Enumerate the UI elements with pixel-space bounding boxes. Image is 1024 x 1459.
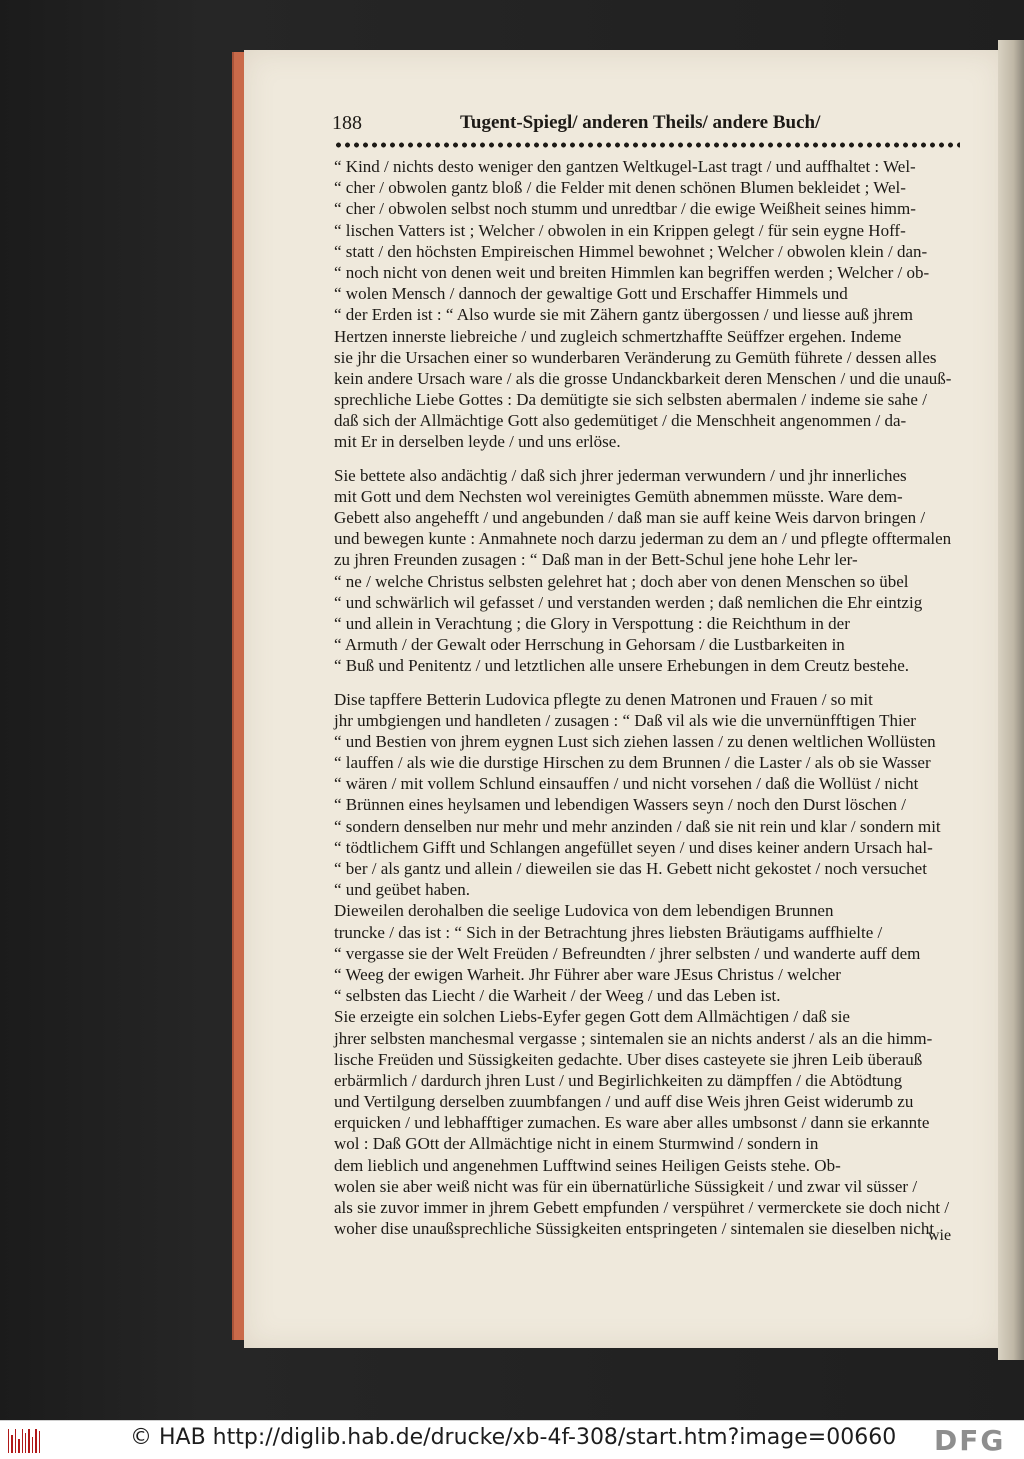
text-line: “ cher / obwolen selbst noch stumm und unredtbar / die ewige Weißheit seines himm- [334, 199, 916, 219]
text-line: und bewegen kunte : Anmahnete noch darzu jederman zu dem an / und pflegte offtermalen [334, 529, 952, 549]
text-line: jhr umbgiengen und handleten / zusagen : “ Daß vil als wie die unvernünfftigen Thier [334, 710, 916, 730]
text-line: erbärmlich / dardurch jhren Lust / und Begirlichkeiten zu dämpffen / die Abtödtung [334, 1070, 903, 1090]
text-line: wol : Daß GOtt der Allmächtige nicht in einem Sturmwind / sondern in [334, 1134, 819, 1154]
text-line: “ und schwärlich wil gefasset / und verstanden werden ; daß nemlichen die Ehr eintzig [334, 592, 923, 612]
page-header [332, 112, 962, 138]
text-line: woher dise unaußsprechliche Süssigkeiten entspringeten / sintemalen sie dieselben nicht [334, 1219, 935, 1239]
text-line: Gebett also angehefft / und angebunden / daß man sie auff keine Weis darvon bringen / [334, 508, 926, 527]
text-line: Hertzen innerste liebreiche / und zugleich schmertzhaffte Seüffzer ergehen. Indeme [334, 326, 902, 346]
facing-page-edge [998, 40, 1024, 1360]
text-line: als sie zuvor immer in jhrem Gebett empfunden / verspühret / vermerckete sie doch nicht / [334, 1198, 950, 1217]
running-title: Tugent-Spiegl/ anderen Theils/ andere Buch/ [460, 112, 821, 133]
text-line: zu jhren Freunden zusagen : “ Daß man in der Bett-Schul jene hohe Lehr ler- [334, 550, 858, 570]
text-line: dem lieblich und angenehmen Lufftwind seines Heiligen Geists stehe. Ob- [334, 1155, 841, 1175]
body-text [334, 156, 960, 1239]
text-line: “ ne / welche Christus selbsten gelehret hat ; doch aber von denen Menschen so übel [334, 571, 909, 591]
text-line: Sie erzeigte ein solchen Liebs-Eyfer gegen Gott dem Allmächtigen / daß sie [334, 1007, 850, 1027]
text-line: “ Armuth / der Gewalt oder Herrschung in Gehorsam / die Lustbarkeiten in [334, 635, 845, 655]
text-line: wolen sie aber weiß nicht was für ein übernatürliche Süssigkeit / und zwar vil süsser / [334, 1176, 918, 1196]
text-line: Dise tapffere Betterin Ludovica pflegte zu denen Matronen und Frauen / so mit [334, 689, 873, 709]
text-line: “ selbsten das Liecht / die Warheit / der Weeg / und das Leben ist. [334, 986, 781, 1006]
text-line: “ cher / obwolen gantz bloß / die Felder mit denen schönen Blumen bekleidet ; Wel- [334, 178, 906, 198]
text-line: “ Weeg der ewigen Warheit. Jhr Führer aber ware JEsus Christus / welcher [334, 964, 841, 984]
text-line: jhrer selbsten manchesmal vergasse ; sintemalen sie an nichts anderst / als an die himm- [334, 1028, 933, 1048]
copyright-url-link[interactable]: © HAB http://diglib.hab.de/drucke/xb-4f-308/start.htm?image=00660 [130, 1425, 897, 1450]
text-line: “ Brünnen eines heylsamen und lebendigen Wassers seyn / noch den Durst löschen / [334, 795, 906, 815]
text-line: “ Buß und Penitentz / und letztlichen alle unsere Erhebungen in dem Creutz bestehe. [334, 656, 909, 676]
hab-barcode-icon [8, 1429, 40, 1453]
text-line: sprechliche Liebe Gottes : Da demütigte sie sich selbsten abermalen / indeme sie sahe / [334, 390, 927, 410]
text-line: “ vergasse sie der Welt Freüden / Befreundten / jhrer selbsten / und wanderte auff dem [334, 943, 921, 963]
text-line: kein andere Ursach ware / als die grosse Undanckbarkeit deren Menschen / und die unauß- [334, 368, 952, 388]
barcode-bar [28, 1429, 29, 1453]
barcode-bar [39, 1431, 40, 1453]
barcode-bar [35, 1429, 36, 1453]
catchword: wie [928, 1227, 952, 1244]
text-line: sie jhr die Ursachen einer so wunderbaren Veränderung zu Gemüth führete / dessen alles [334, 347, 937, 367]
text-line: “ tödtlichem Gifft und Schlangen angefüllet seyen / und dises keiner andern Ursach hal- [334, 837, 933, 857]
text-line: “ sondern denselben nur mehr und mehr anzinden / daß sie nit rein und klar / sondern mit [334, 816, 941, 836]
paragraph-gap [334, 453, 960, 465]
text-line: “ wären / mit vollem Schlund einsauffen / und nicht vorsehen / daß die Wollüst / nicht [334, 774, 919, 794]
text-line: “ ber / als gantz und allein / dieweilen sie das H. Gebett nicht gekostet / noch versuchet [334, 859, 927, 878]
barcode-bar [8, 1429, 9, 1453]
text-line: mit Gott und dem Nechsten wol vereinigtes Gemüth abnemmen müsste. Ware dem- [334, 486, 903, 506]
text-line: erquicken / und lebhafftiger zumachen. Es ware aber alles umbsonst / dann sie erkannte [334, 1113, 930, 1133]
dfg-logo: DFG [934, 1424, 1006, 1457]
text-line: mit Er in derselben leyde / und uns erlöse. [334, 432, 621, 452]
viewer-footer [0, 1420, 1024, 1459]
ornamental-rule [334, 140, 960, 150]
text-line: “ lauffen / als wie die durstige Hirschen zu dem Brunnen / die Laster / als ob sie Wasser [334, 753, 931, 773]
text-line: Dieweilen derohalben die seelige Ludovica von dem lebendigen Brunnen [334, 901, 834, 921]
text-line: lische Freüden und Süssigkeiten gedachte. Uber dises casteyete sie jhren Leib überauß [334, 1049, 923, 1069]
paragraph-gap [334, 677, 960, 689]
barcode-bar [25, 1433, 26, 1453]
text-line: “ noch nicht von denen weit und breiten Himmlen kan begriffen werden ; Welcher / ob- [334, 262, 930, 282]
page-number: 188 [332, 112, 362, 134]
text-line: truncke / das ist : “ Sich in der Betrachtung jhres liebsten Bräutigams auffhielte / [334, 922, 883, 942]
text-line: “ statt / den höchsten Empireischen Himmel bewohnet ; Welcher / obwolen klein / dan- [334, 241, 928, 261]
text-line: “ und geübet haben. [334, 880, 470, 900]
text-line: Sie bettete also andächtig / daß sich jhrer jederman verwundern / und jhr innerliches [334, 465, 907, 485]
barcode-bar [32, 1437, 33, 1453]
barcode-bar [18, 1439, 19, 1453]
text-line: “ Kind / nichts desto weniger den gantzen Weltkugel-Last tragt / und auffhaltet : Wel- [334, 157, 916, 176]
text-line: “ wolen Mensch / dannoch der gewaltige Gott und Erschaffer Himmels und [334, 284, 848, 304]
barcode-bar [22, 1429, 23, 1453]
text-line: “ der Erden ist : “ Also wurde sie mit Zähern gantz übergossen / und liesse auß jhrem [334, 305, 913, 325]
text-line: und Vertilgung derselben zuumbfangen / und auff dise Weis jhren Geist widerumb zu [334, 1092, 914, 1112]
text-line: “ lischen Vatters ist ; Welcher / obwolen in ein Krippen gelegt / für sein eygne Hoff- [334, 220, 906, 240]
text-line: daß sich der Allmächtige Gott also gedemütiget / die Menschheit angenommen / da- [334, 411, 907, 431]
barcode-bar [11, 1435, 12, 1453]
text-line: “ und Bestien von jhrem eygnen Lust sich ziehen lassen / zu denen weltlichen Wollüsten [334, 731, 936, 751]
barcode-bar [15, 1429, 16, 1453]
text-line: “ und allein in Verachtung ; die Glory in Verspottung : die Reichthum in der [334, 613, 850, 633]
